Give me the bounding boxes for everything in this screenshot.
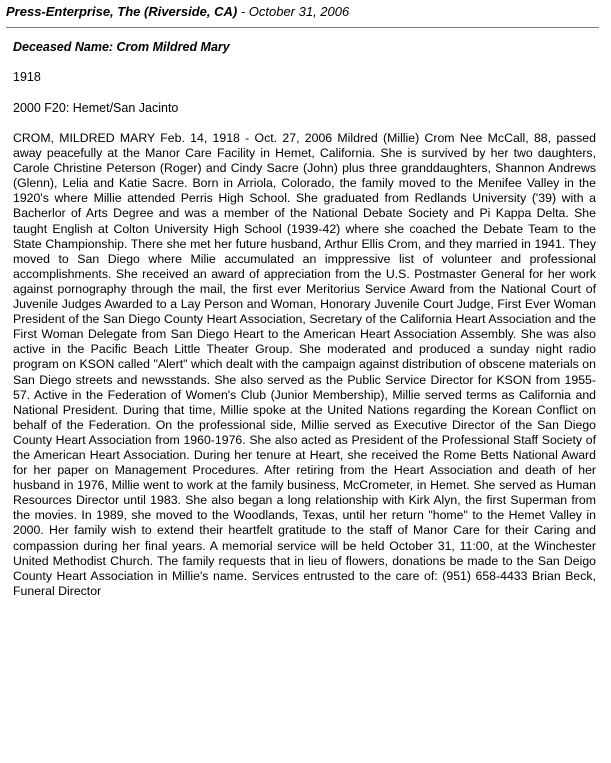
deceased-name: Deceased Name: Crom Mildred Mary	[13, 40, 230, 54]
obituary-text: CROM, MILDRED MARY Feb. 14, 1918 - Oct. 27, 2006 Mildred (Millie) Crom Nee McCall, 88, passed away peacefully at the Manor Care Facility in Hemet, California. She is survived by her two daughters, Carole Christine Peterson (Roger) and Cindy Sacre (John) plus three granddaughters, Shannon Andrews (Glenn), Lelia and Katie Sacre. Born in Arriola, Colorado, the family moved to the Menifee Valley in the 1920's where Millie attended Perris High School. She graduated from Redlands University ('39) with a Bacherlor of Arts Degree and was a member of the National Debate Society and Pi Kappa Delta. She taught English at Colton University High School (1939-42) where she coached the Debate Team to the State Championship. There she met her future husband, Arthur Ellis Crom, and they married in 1941. They moved to San Diego where Milie accumulated an imppressive list of volunteer and professional accomplishments. She received an award of appreciation from the U.S. Postmaster General for her work against pornography through the mail, the first ever Meritorius Service Award from the National Court of Juvenile Judges Awarded to a Lay Person and Woman, Honorary Juvenile Court Judge, First Ever Woman President of the San Diego County Heart Association, Secretary of the California Heart Association and the First Woman Delegate from San Diego Heart to the American Heart Association Assembly. She was also active in the Pacific Beach Little Theater Group. She moderated and produced a sunday night radio program on KSON called "Alert" which dealt with the campaign against distribution of obscene materials on San Diego streets and newsstands. She also served as the Public Service Director for KSON from 1955-57. Active in the Federation of Women's Club (Junior Membership), Millie served terms as California and National President. During that time, Millie spoke at the United Nations regarding the Korean Conflict on behalf of the Federation. On the professional side, Millie served as Executive Director of the San Diego County Heart Association from 1960-1976. She also acted as President of the Professional Staff Society of the American Heart Association. During her tenure at Heart, she received the Rome Betts National Award for her paper on Management Procedures. After retiring from the Heart Association and death of her husband in 1976, Millie went to work at the family business, McCrometer, in Hemet. She served as Human Resources Director until 1983. She also began a long relationship with Kirk Alyn, the first Superman from the movies. In 1989, she moved to the Woodlands, Texas, until her return "home" to the Hemet Valley in 2000. Her family wish to extend their heartfelt gratitude to the staff of Manor Care for their Caring and compassion during her final years. A memorial service will be held October 31, 11:00, at the Winchester United Methodist Church. The family requests that in lieu of flowers, donations be made to the San Deigo County Heart Association in Millie's name. Services entrusted to the care of: (951) 658-4433 Brian Beck, Funeral Director	[13, 131, 596, 598]
publication-date: October 31, 2006	[248, 4, 350, 19]
location-line: 2000 F20: Hemet/San Jacinto	[13, 101, 179, 115]
birth-year: 1918	[13, 70, 41, 84]
header-divider	[6, 27, 599, 28]
publication-name: Press-Enterprise, The (Riverside, CA)	[6, 4, 238, 19]
document-header	[6, 4, 601, 20]
header-separator: -	[237, 4, 249, 19]
